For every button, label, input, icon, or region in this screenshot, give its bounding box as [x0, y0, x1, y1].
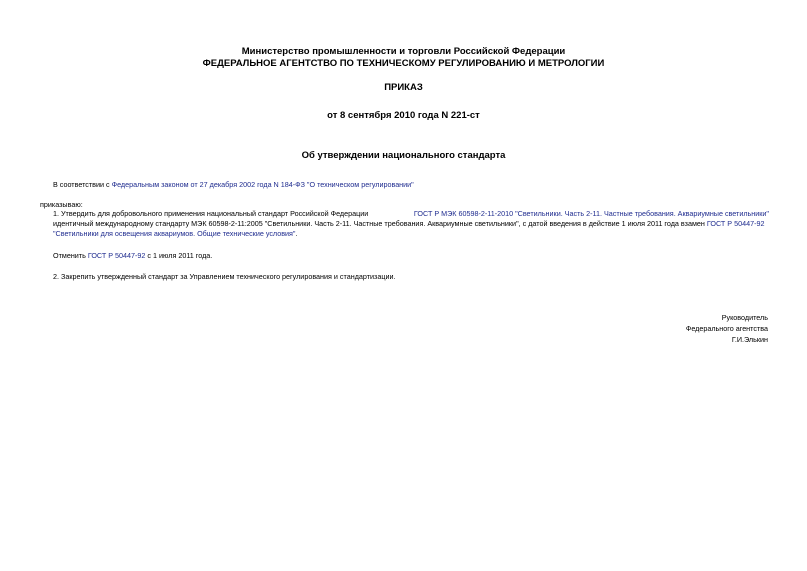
signature-agency: Федерального агентства: [685, 324, 768, 333]
cancel-suffix: с 1 июля 2011 года.: [145, 251, 213, 260]
signature-position: Руководитель: [721, 313, 768, 322]
order-word: приказываю:: [40, 200, 83, 209]
item-1-text-b: идентичный международному стандарту МЭК 60598-2-11:2005 "Светильники. Часть 2-11. Частные требования. Аквариумные светильники", с датой введения в действие 1 июля 2011 года взамен: [53, 219, 707, 228]
cancel-paragraph: [53, 251, 212, 261]
item-2-paragraph: 2. Закрепить утвержденный стандарт за Управлением технического регулирования и стандартизации.: [53, 272, 396, 281]
gost-iec-link[interactable]: ГОСТ Р МЭК 60598-2-11-2010 "Светильники. Часть 2-11. Частные требования. Аквариумные светильники": [413, 209, 769, 218]
document-date-number: от 8 сентября 2010 года N 221-ст: [327, 110, 480, 121]
intro-prefix: В соответствии с: [53, 180, 112, 189]
gost-50447-link[interactable]: ГОСТ Р 50447-92: [706, 219, 765, 228]
item-1-line-3: [53, 229, 298, 239]
item-1-line-1: [53, 209, 769, 220]
item-1-text-c: .: [295, 229, 298, 238]
item-1-paragraph: [53, 209, 769, 220]
intro-paragraph: [53, 180, 414, 190]
cancel-gost-link[interactable]: ГОСТ Р 50447-92: [87, 251, 146, 260]
signature-name: Г.И.Элькин: [731, 335, 768, 344]
agency-title: ФЕДЕРАЛЬНОЕ АГЕНТСТВО ПО ТЕХНИЧЕСКОМУ РЕГУЛИРОВАНИЮ И МЕТРОЛОГИИ: [202, 58, 605, 69]
item-1-line-2: [53, 219, 769, 229]
document-type: ПРИКАЗ: [384, 82, 423, 93]
federal-law-link[interactable]: Федеральным законом от 27 декабря 2002 года N 184-ФЗ "О техническом регулировании": [111, 180, 414, 189]
cancel-prefix: Отменить: [53, 251, 88, 260]
document-subject: Об утверждении национального стандарта: [301, 150, 506, 161]
ministry-title: Министерство промышленности и торговли Российской Федерации: [241, 46, 566, 57]
item-1-text-a: 1. Утвердить для добровольного применения национальный стандарт Российской Федерации: [53, 209, 369, 218]
gost-50447-title-link[interactable]: "Светильники для освещения аквариумов. Общие технические условия": [53, 229, 296, 238]
